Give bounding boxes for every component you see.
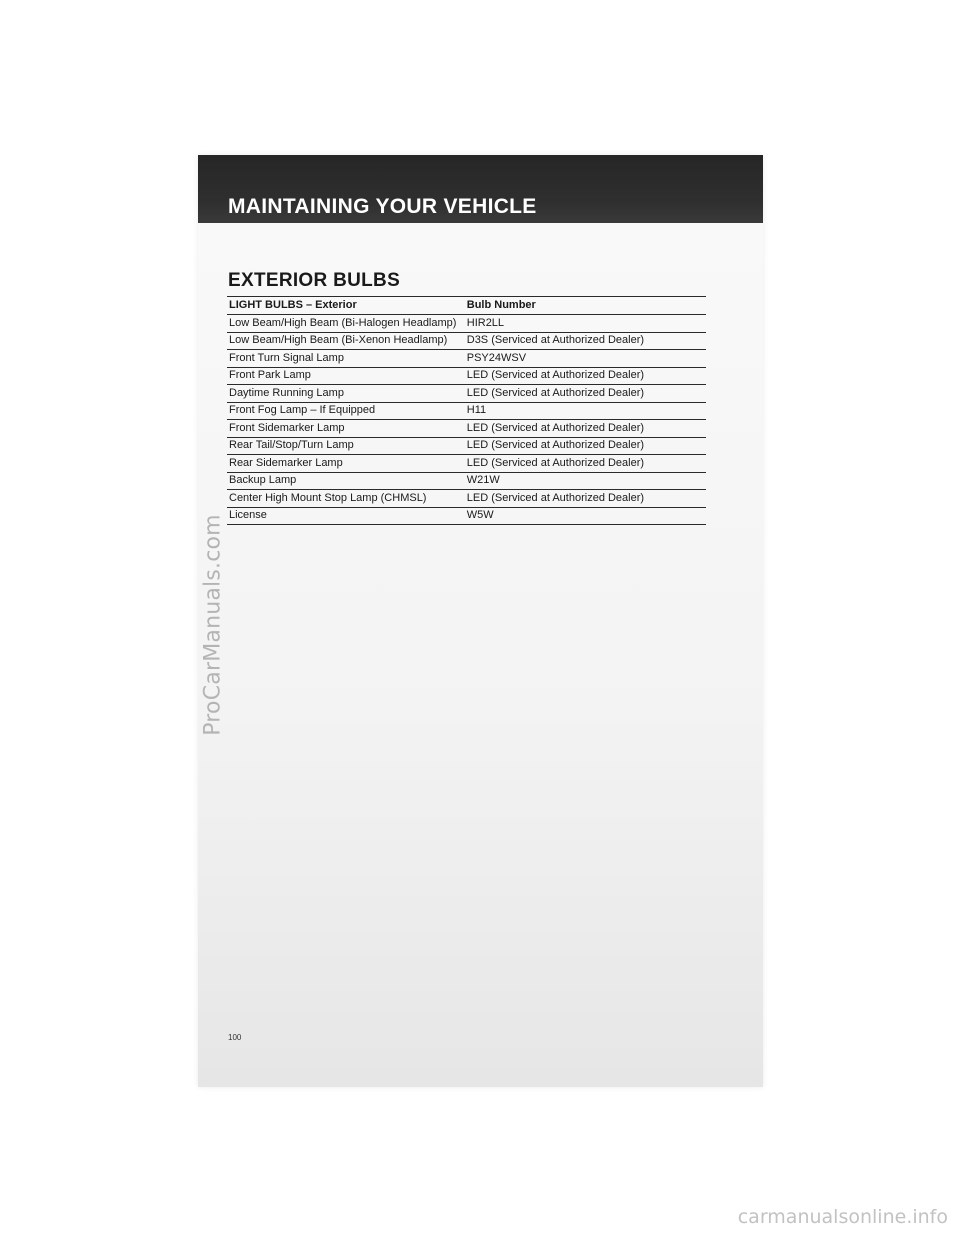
bottom-watermark: carmanualsonline.info	[737, 1206, 948, 1228]
table-row	[227, 385, 706, 403]
bulb-number: H11	[465, 402, 706, 420]
bulb-number: LED (Serviced at Authorized Dealer)	[465, 437, 706, 455]
bulb-number: HIR2LL	[465, 315, 706, 333]
side-watermark: ProCarManuals.com	[200, 514, 226, 736]
bulb-number: W5W	[465, 507, 706, 525]
table-row	[227, 437, 706, 455]
bulb-location: Front Sidemarker Lamp	[227, 420, 465, 438]
bulb-location: Rear Tail/Stop/Turn Lamp	[227, 437, 465, 455]
bulb-location: Low Beam/High Beam (Bi-Halogen Headlamp)	[227, 315, 465, 333]
bulb-location: Rear Sidemarker Lamp	[227, 455, 465, 473]
bulb-number: LED (Serviced at Authorized Dealer)	[465, 455, 706, 473]
bulb-location: Front Fog Lamp – If Equipped	[227, 402, 465, 420]
column-header-bulb-number: Bulb Number	[465, 297, 706, 315]
table-row	[227, 332, 706, 350]
section-title: EXTERIOR BULBS	[228, 270, 401, 291]
bulb-number: LED (Serviced at Authorized Dealer)	[465, 420, 706, 438]
table-row	[227, 315, 706, 333]
bulb-location: Low Beam/High Beam (Bi-Xenon Headlamp)	[227, 332, 465, 350]
table-row	[227, 455, 706, 473]
table-row	[227, 472, 706, 490]
bulb-location: Front Park Lamp	[227, 367, 465, 385]
table-header-row	[227, 297, 706, 315]
table-row	[227, 367, 706, 385]
bulb-location: Backup Lamp	[227, 472, 465, 490]
bulb-location: Front Turn Signal Lamp	[227, 350, 465, 368]
bulb-location: Daytime Running Lamp	[227, 385, 465, 403]
bulb-location: License	[227, 507, 465, 525]
bulb-number: LED (Serviced at Authorized Dealer)	[465, 490, 706, 508]
table-row	[227, 420, 706, 438]
header-title: MAINTAINING YOUR VEHICLE	[228, 195, 537, 218]
header-bar	[198, 155, 763, 223]
table-row	[227, 402, 706, 420]
page-number: 100	[228, 1033, 242, 1042]
manual-page	[198, 155, 763, 1087]
table-row	[227, 507, 706, 525]
table-row	[227, 350, 706, 368]
table-row	[227, 490, 706, 508]
bulb-table	[227, 296, 706, 525]
bulb-number: LED (Serviced at Authorized Dealer)	[465, 367, 706, 385]
bulb-number: PSY24WSV	[465, 350, 706, 368]
bulb-number: D3S (Serviced at Authorized Dealer)	[465, 332, 706, 350]
column-header-light-bulbs: LIGHT BULBS – Exterior	[227, 297, 465, 315]
bulb-number: LED (Serviced at Authorized Dealer)	[465, 385, 706, 403]
bulb-location: Center High Mount Stop Lamp (CHMSL)	[227, 490, 465, 508]
bulb-number: W21W	[465, 472, 706, 490]
